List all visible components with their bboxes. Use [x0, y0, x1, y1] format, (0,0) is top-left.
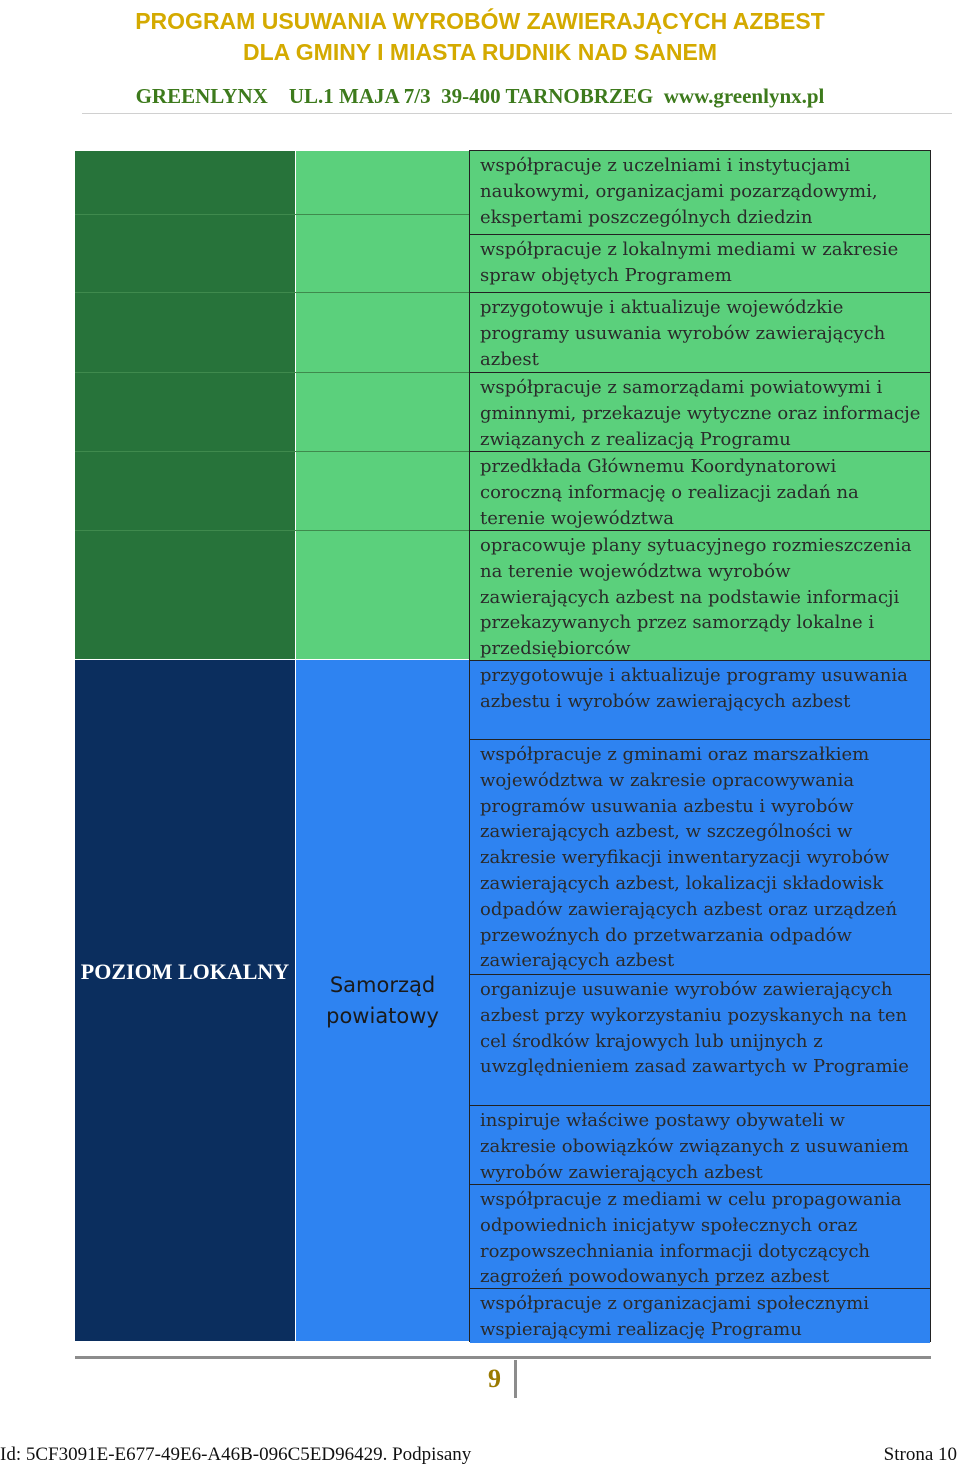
- row-divider: [75, 292, 469, 293]
- page-number-separator: [514, 1360, 517, 1398]
- document-title-line-2: DLA GMINY I MIASTA RUDNIK NAD SANEM: [242, 39, 718, 65]
- company-address-line: GREENLYNX UL.1 MAJA 7/3 39-400 TARNOBRZEG www.greenlynx.pl: [135, 84, 825, 108]
- task-cell: organizuje usuwanie wyrobów zawierających azbest przy wykorzystaniu pozyskanych na ten cel środków krajowych lub unijnych z uwzględnieniem zasad zawartych w Programie: [470, 975, 930, 1106]
- task-cell: przedkłada Głównemu Koordynatorowi coroczną informację o realizacji zadań na terenie województwa: [470, 452, 930, 531]
- task-cell: opracowuje plany sytuacyjnego rozmieszczenia na terenie województwa wyrobów zawierających azbest na podstawie informacji przekazywanych przez samorządy lokalne i przedsiębiorców: [470, 531, 930, 661]
- level-cell-lokalny: [75, 660, 295, 1341]
- footer-divider: [75, 1356, 931, 1359]
- header-divider: [82, 113, 952, 114]
- level-cell-wojewodztwo: [75, 151, 295, 659]
- entity-label: Samorząd powiatowy: [326, 973, 439, 1028]
- task-cell: współpracuje z mediami w celu propagowania odpowiednich inicjatyw społecznych oraz rozpowszechniania informacji dotyczących zagrożeń powodowanych przez azbest: [470, 1185, 930, 1289]
- task-cell: przygotowuje i aktualizuje wojewódzkie programy usuwania wyrobów zawierających azbest: [470, 293, 930, 373]
- task-cell: współpracuje z gminami oraz marszałkiem województwa w zakresie opracowywania programów usuwania azbestu i wyrobów zawierających azbest, w szczególności w zakresie weryfikacji inwentaryzacji wyrobów zawierających azbest, lokalizacji składowisk odpadów zawierających azbest oraz urządzeń przewoźnych do przetwarzania odpadów zawierających azbest: [470, 740, 930, 975]
- task-cell: współpracuje z lokalnymi mediami w zakresie spraw objętych Programem: [470, 235, 930, 293]
- row-divider: [75, 451, 469, 452]
- task-cell: inspiruje właściwe postawy obywateli w zakresie obowiązków związanych z usuwaniem wyrobów zawierających azbest: [470, 1106, 930, 1185]
- task-cell: współpracuje z uczelniami i instytucjami naukowymi, organizacjami pozarządowymi, ekspertami poszczególnych dziedzin: [470, 151, 930, 235]
- document-title-line-1: PROGRAM USUWANIA WYROBÓW ZAWIERAJĄCYCH AZBEST: [135, 8, 825, 34]
- level-label: POZIOM LOKALNY: [80, 959, 290, 984]
- page-number: 9: [488, 1364, 501, 1393]
- row-divider: [75, 214, 469, 215]
- tasks-column: [469, 150, 931, 1342]
- row-divider: [75, 530, 469, 531]
- row-divider: [75, 372, 469, 373]
- entity-cell-wojewodztwo: [296, 151, 469, 659]
- page-label: Strona 10: [883, 1444, 957, 1465]
- task-cell: współpracuje z samorządami powiatowymi i gminnymi, przekazuje wytyczne oraz informacje związanych z realizacją Programu: [470, 373, 930, 452]
- document-id: Id: 5CF3091E-E677-49E6-A46B-096C5ED96429. Podpisany: [0, 1444, 472, 1465]
- task-cell: współpracuje z organizacjami społecznymi wspierającymi realizację Programu: [470, 1289, 930, 1343]
- task-cell: przygotowuje i aktualizuje programy usuwania azbestu i wyrobów zawierających azbest: [470, 661, 930, 740]
- entity-cell-powiat: [296, 660, 469, 1341]
